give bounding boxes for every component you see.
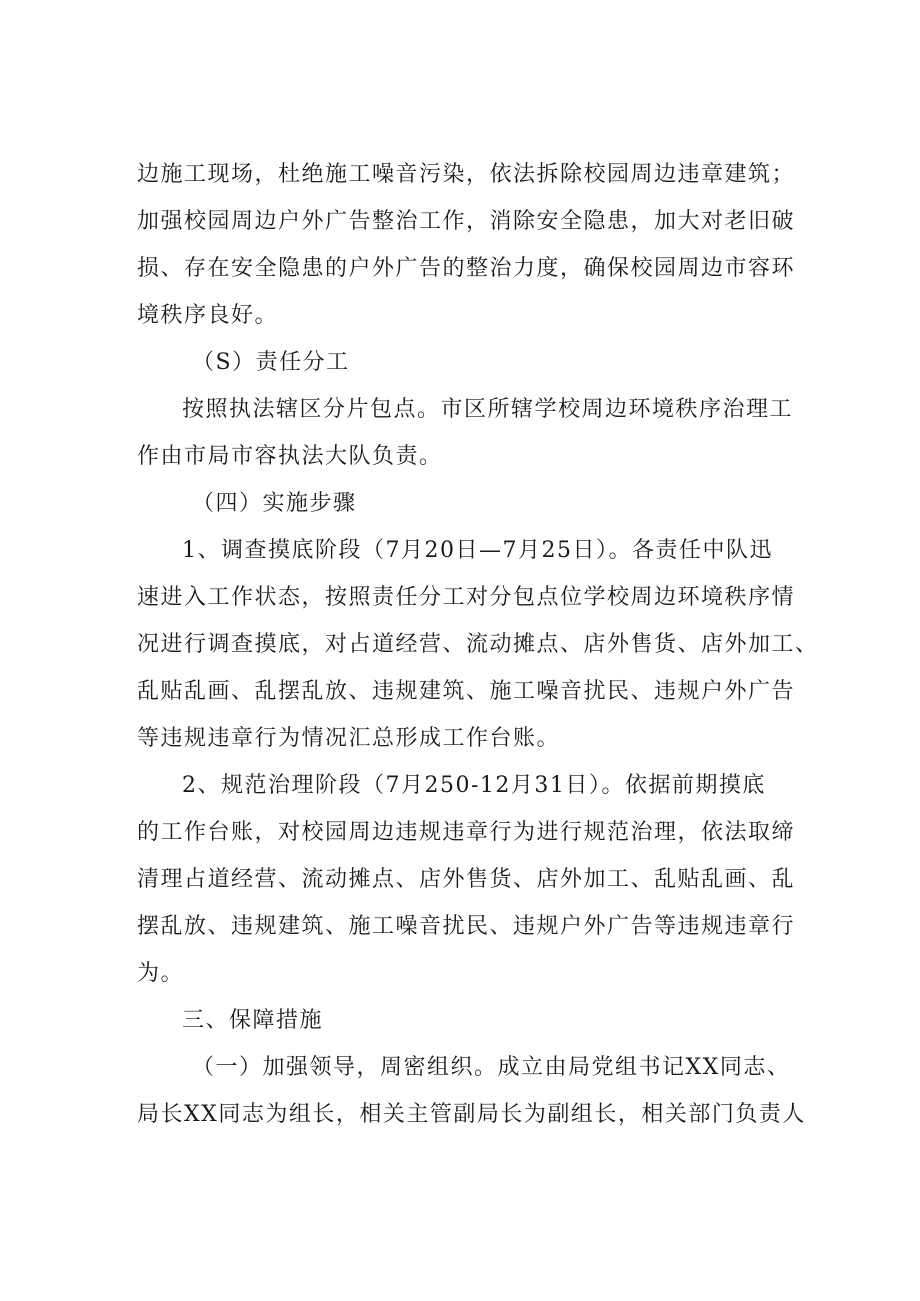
text-line: 境秩序良好。	[137, 303, 279, 328]
text-line: 损、存在安全隐患的户外广告的整治力度，确保校园周边市容环	[137, 256, 796, 281]
text-line: 况进行调查摸底，对占道经营、流动摊点、店外售货、店外加工、	[137, 632, 819, 657]
text-line: 边施工现场，杜绝施工噪音污染，依法拆除校园周边违章建筑；	[137, 162, 796, 187]
paragraph-first-line: （一）加强领导，周密组织。成立由局党组书记XX同志、	[192, 1055, 791, 1080]
text-line: 加强校园周边户外广告整治工作，消除安全隐患，加大对老旧破	[137, 209, 796, 234]
text-line: 作由市局市容执法大队负责。	[137, 444, 443, 469]
text-line: 为。	[137, 961, 185, 986]
text-line: 等违规违章行为情况汇总形成工作台账。	[137, 726, 561, 751]
text-line: 局长XX同志为组长，相关主管副局长为副组长，相关部门负责人	[137, 1102, 806, 1127]
text-line: 乱贴乱画、乱摆乱放、违规建筑、施工噪音扰民、违规户外广告	[137, 679, 796, 704]
section-heading: （S）责任分工	[192, 350, 350, 375]
text-line: 速进入工作状态，按照责任分工对分包点位学校周边环境秩序情	[137, 585, 796, 610]
paragraph-first-line: 1、调查摸底阶段（7月20日—7月25日）。各责任中队迅	[182, 538, 773, 563]
section-heading: （四）实施步骤	[192, 491, 357, 516]
text-line: 的工作台账，对校园周边违规违章行为进行规范治理，依法取缔	[137, 820, 796, 845]
section-heading: 三、保障措施	[182, 1008, 324, 1033]
text-line: 清理占道经营、流动摊点、店外售货、店外加工、乱贴乱画、乱	[137, 867, 796, 892]
paragraph-first-line: 按照执法辖区分片包点。市区所辖学校周边环境秩序治理工	[182, 397, 794, 422]
text-line: 摆乱放、违规建筑、施工噪音扰民、违规户外广告等违规违章行	[137, 914, 796, 939]
paragraph-first-line: 2、规范治理阶段（7月250-12月31日）。依据前期摸底	[182, 773, 766, 798]
